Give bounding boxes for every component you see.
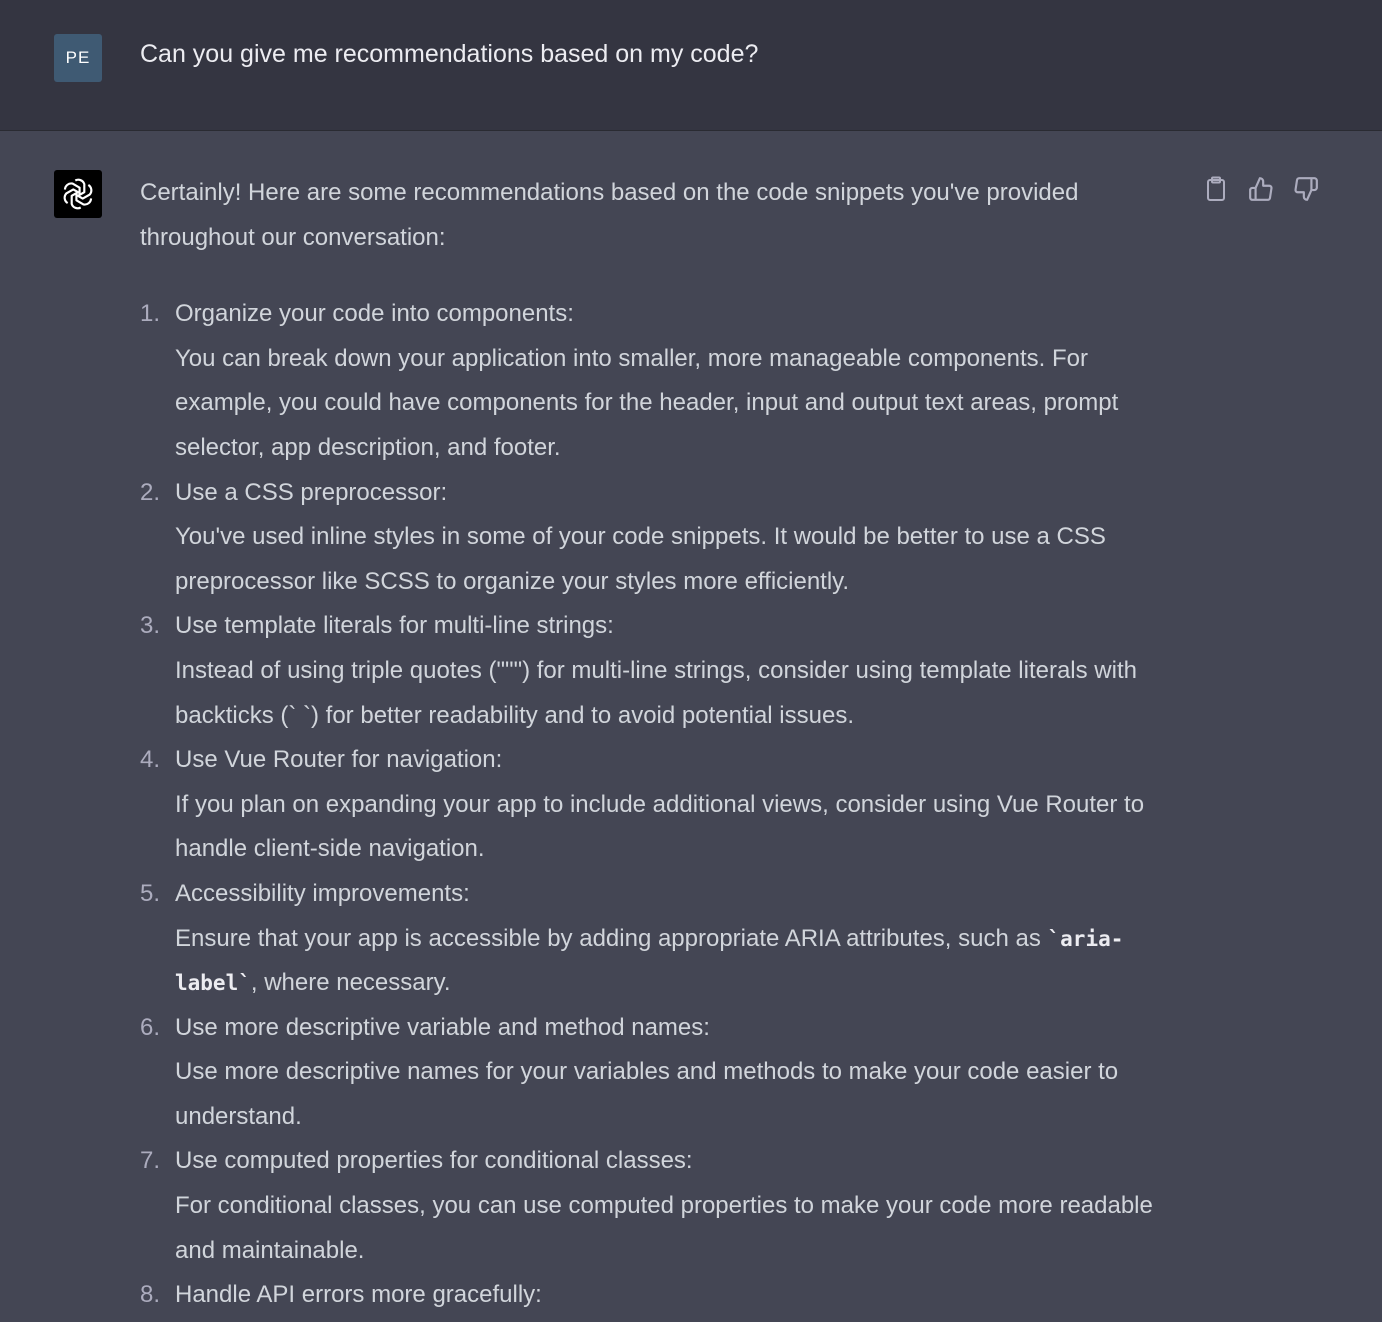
list-item bbox=[140, 604, 1185, 738]
list-item-number: 7. bbox=[140, 1147, 161, 1175]
list-item-body: For conditional classes, you can use computed properties to make your code more readable and maintainable. bbox=[175, 1192, 1153, 1264]
list-item bbox=[140, 738, 1185, 872]
list-item-body bbox=[175, 917, 1185, 1006]
list-item-title: Organize your code into components: bbox=[175, 300, 574, 328]
inline-code: `aria-label` bbox=[175, 926, 1124, 996]
thumbs-down-icon bbox=[1293, 176, 1319, 202]
list-item bbox=[140, 1139, 1185, 1273]
list-item-body: If you plan on expanding your app to include additional views, consider using Vue Router to handle client-side navigation. bbox=[175, 790, 1145, 863]
list-item-number: 3. bbox=[140, 612, 161, 640]
list-item bbox=[140, 1273, 1185, 1318]
list-item bbox=[140, 872, 1185, 1006]
list-item-title: Handle API errors more gracefully: bbox=[175, 1281, 542, 1309]
list-item-body: Instead of using triple quotes (""") for multi-line strings, consider using template literals with backticks (` `) for better readability and to avoid potential issues. bbox=[175, 656, 1137, 729]
list-item-title: Use a CSS preprocessor: bbox=[175, 478, 448, 506]
user-message-text: Can you give me recommendations based on my code? bbox=[140, 40, 759, 68]
list-item-number: 1. bbox=[140, 300, 161, 328]
assistant-avatar bbox=[54, 170, 102, 218]
list-item-body-text: Ensure that your app is accessible by adding appropriate ARIA attributes, such as bbox=[175, 924, 1048, 952]
list-item bbox=[140, 471, 1185, 605]
message-actions bbox=[1200, 173, 1330, 207]
list-item bbox=[140, 1006, 1185, 1140]
user-avatar-initials: PE bbox=[65, 48, 91, 67]
list-item-number: 6. bbox=[140, 1013, 161, 1041]
user-avatar bbox=[54, 34, 102, 82]
copy-button[interactable] bbox=[1200, 173, 1232, 205]
list-item-body: Use more descriptive names for your variables and methods to make your code easier to understand. bbox=[175, 1058, 1119, 1130]
openai-logo-icon bbox=[60, 176, 96, 212]
list-item bbox=[140, 292, 1185, 470]
thumbs-up-button[interactable] bbox=[1245, 173, 1277, 205]
list-item-title: Use more descriptive variable and method names: bbox=[175, 1013, 710, 1041]
list-item-number: 5. bbox=[140, 879, 161, 907]
thumbs-up-icon bbox=[1248, 176, 1274, 202]
list-item-number: 4. bbox=[140, 746, 161, 774]
list-item-body-text: , where necessary. bbox=[250, 969, 451, 997]
user-message-row bbox=[0, 0, 1382, 131]
thumbs-down-button[interactable] bbox=[1290, 173, 1322, 205]
list-item-body: You can break down your application into smaller, more manageable components. For example, you could have components for the header, input and output text areas, prompt selector, app description, and footer. bbox=[175, 344, 1119, 461]
assistant-intro: Certainly! Here are some recommendations based on the code snippets you've provided throughout our conversation: bbox=[140, 179, 1079, 251]
list-item-title: Use Vue Router for navigation: bbox=[175, 746, 503, 774]
clipboard-icon bbox=[1204, 176, 1228, 202]
list-item-title: Accessibility improvements: bbox=[175, 879, 470, 907]
list-item-title: Use computed properties for conditional classes: bbox=[175, 1147, 693, 1175]
list-item-number: 8. bbox=[140, 1281, 161, 1309]
list-item-title: Use template literals for multi-line strings: bbox=[175, 612, 614, 640]
list-item-number: 2. bbox=[140, 478, 161, 506]
list-item-body: You've used inline styles in some of your code snippets. It would be better to use a CSS preprocessor like SCSS to organize your styles more efficiently. bbox=[175, 523, 1106, 595]
assistant-message-content bbox=[140, 171, 1185, 1318]
recommendation-list bbox=[140, 292, 1185, 1318]
assistant-message-row bbox=[0, 131, 1382, 1322]
